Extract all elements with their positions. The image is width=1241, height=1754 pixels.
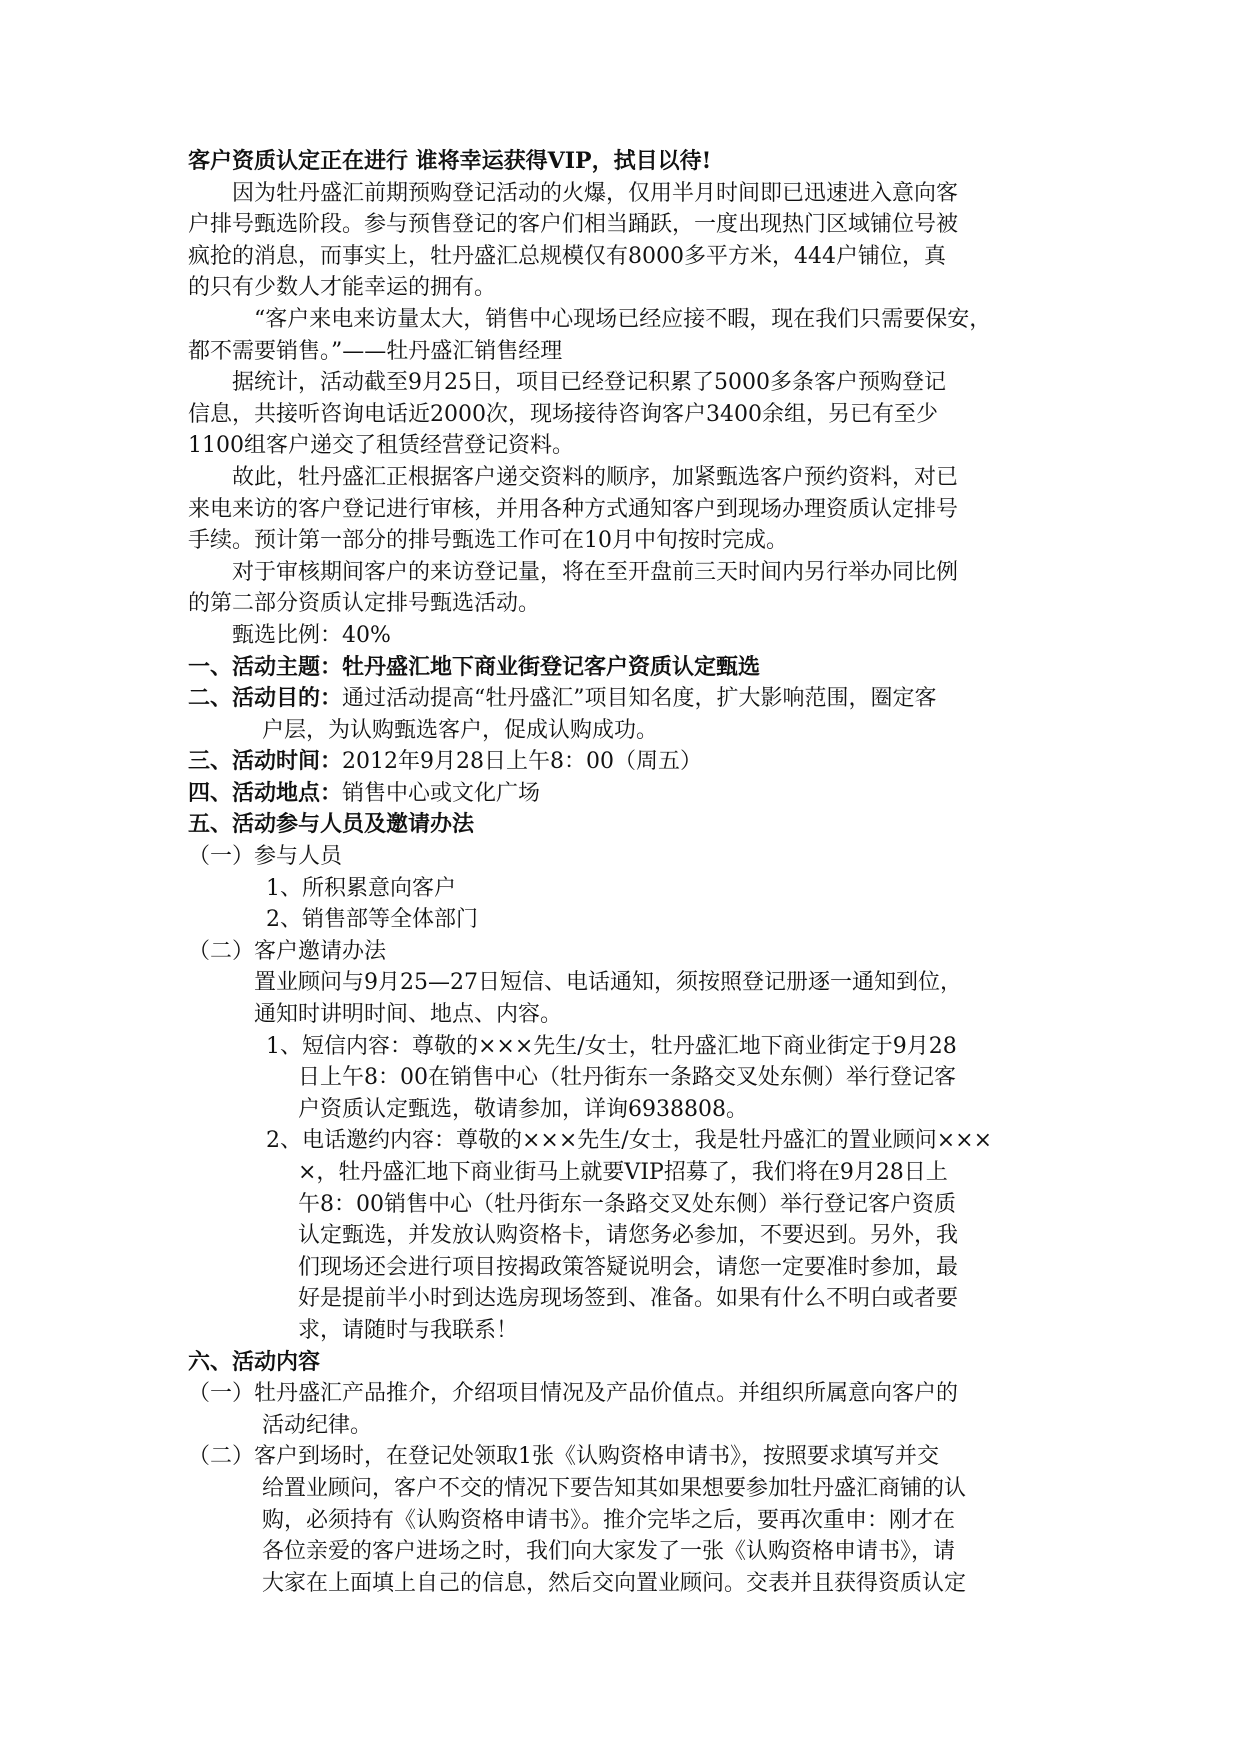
text-line	[188, 683, 1058, 715]
text-line: 户资质认定甄选，敬请参加，详询6938808。	[298, 1096, 748, 1122]
text-line	[188, 652, 1058, 684]
text-line: 购，必须持有《认购资格申请书》。推介完毕之后，要再次重申：刚才在	[262, 1507, 956, 1533]
text-line: 1、短信内容：尊敬的×××先生/女士，牡丹盛汇地下商业街定于9月28	[266, 1033, 957, 1059]
text-line: 大家在上面填上自己的信息，然后交向置业顾问。交表并且获得资质认定	[262, 1570, 967, 1596]
text-line: 六、活动内容	[188, 1348, 321, 1375]
text-line: 1、所积累意向客户	[266, 875, 456, 901]
text-line: 们现场还会进行项目按揭政策答疑说明会，请您一定要准时参加，最	[298, 1254, 959, 1280]
text-line: 的第二部分资质认定排号甄选活动。	[188, 591, 541, 617]
text-line: 来电来访的客户登记进行审核，并用各种方式通知客户到现场办理资质认定排号	[188, 496, 959, 522]
text-line	[188, 778, 1058, 810]
text-line: 活动纪律。	[262, 1412, 373, 1438]
text-line: 求，请随时与我联系！	[298, 1317, 519, 1343]
text-line: 疯抢的消息，而事实上，牡丹盛汇总规模仅有8000多平方米，444户铺位，真	[188, 243, 946, 269]
text-line: 2、电话邀约内容：尊敬的×××先生/女士，我是牡丹盛汇的置业顾问×××	[266, 1128, 993, 1154]
section-label: 二、活动目的：	[188, 685, 343, 712]
text-line: 对于审核期间客户的来访登记量，将在至开盘前三天时间内另行举办同比例	[232, 559, 959, 585]
text-line: 各位亲爱的客户进场之时，我们向大家发了一张《认购资格申请书》，请	[262, 1539, 956, 1565]
text-line: 的只有少数人才能幸运的拥有。	[188, 275, 497, 301]
text-line: 2、销售部等全体部门	[266, 907, 478, 933]
section-label: 一、活动主题：	[188, 653, 343, 680]
text-line: 户排号甄选阶段。参与预售登记的客户们相当踊跃，一度出现热门区域铺位号被	[188, 212, 959, 238]
text-line: 故此，牡丹盛汇正根据客户递交资料的顺序，加紧甄选客户预约资料，对已	[232, 464, 959, 490]
text-line: 五、活动参与人员及邀请办法	[188, 811, 475, 838]
text-line: （二）客户邀请办法	[188, 938, 387, 964]
section-text: 2012年9月28日上午8：00（周五）	[342, 749, 702, 775]
text-line: 因为牡丹盛汇前期预购登记活动的火爆，仅用半月时间即已迅速进入意向客	[232, 180, 959, 206]
text-line: （一）参与人员	[188, 844, 343, 870]
section-text: 牡丹盛汇地下商业街登记客户资质认定甄选	[342, 653, 761, 680]
text-line: 甄选比例：40%	[232, 622, 391, 648]
text-line: 户层，为认购甄选客户，促成认购成功。	[262, 717, 659, 743]
section-label: 三、活动时间：	[188, 748, 343, 775]
text-line: “客户来电来访量太大，销售中心现场已经应接不暇，现在我们只需要保安，	[254, 306, 992, 332]
text-line: 都不需要销售。”——牡丹盛汇销售经理	[188, 338, 563, 364]
text-line: 置业顾问与9月25—27日短信、电话通知，须按照登记册逐一通知到位，	[254, 970, 962, 996]
text-line: （一）牡丹盛汇产品推介，介绍项目情况及产品价值点。并组织所属意向客户的	[188, 1381, 959, 1407]
section-text: 销售中心或文化广场	[342, 780, 541, 806]
section-label: 四、活动地点：	[188, 779, 343, 806]
text-line	[188, 746, 1058, 778]
section-text: 通过活动提高“牡丹盛汇”项目知名度，扩大影响范围，圈定客	[342, 686, 937, 712]
text-line: 给置业顾问，客户不交的情况下要告知其如果想要参加牡丹盛汇商铺的认	[262, 1475, 967, 1501]
text-line: 据统计，活动截至9月25日，项目已经登记积累了5000多条客户预购登记	[232, 370, 946, 396]
text-line: 客户资质认定正在进行 谁将幸运获得VIP，拭目以待!	[188, 148, 712, 174]
text-line: 手续。预计第一部分的排号甄选工作可在10月中旬按时完成。	[188, 528, 788, 554]
text-line: 1100组客户递交了租赁经营登记资料。	[188, 433, 574, 459]
text-line: 午8：00销售中心（牡丹街东一条路交叉处东侧）举行登记客户资质	[298, 1191, 956, 1217]
document-page	[188, 146, 1058, 1599]
text-line: 认定甄选，并发放认购资格卡，请您务必参加，不要迟到。另外，我	[298, 1223, 959, 1249]
text-line: 日上午8：00在销售中心（牡丹街东一条路交叉处东侧）举行登记客	[298, 1065, 956, 1091]
text-line: 好是提前半小时到达选房现场签到、准备。如果有什么不明白或者要	[298, 1286, 959, 1312]
text-line: 信息，共接听咨询电话近2000次，现场接待咨询客户3400余组，另已有至少	[188, 401, 938, 427]
text-line: 通知时讲明时间、地点、内容。	[254, 1002, 563, 1028]
text-line: （二）客户到场时，在登记处领取1张《认购资格申请书》，按照要求填写并交	[188, 1444, 939, 1470]
text-line: ×，牡丹盛汇地下商业街马上就要VIP招募了，我们将在9月28日上	[298, 1160, 948, 1185]
